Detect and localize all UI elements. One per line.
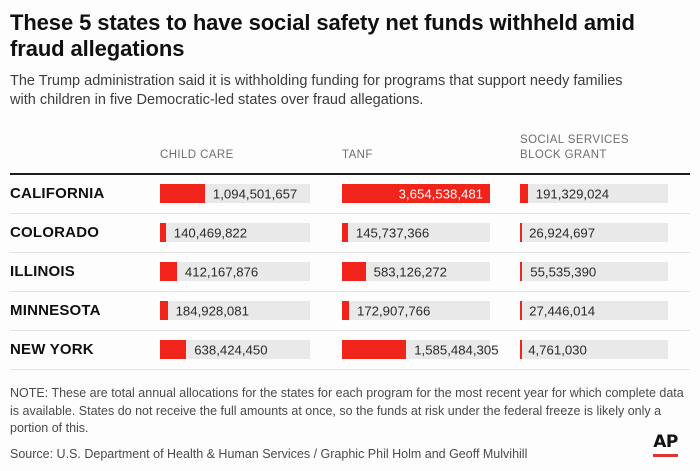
bar-value: 638,424,450 bbox=[194, 342, 268, 358]
state-label: CALIFORNIA bbox=[10, 185, 105, 203]
table-row bbox=[10, 331, 690, 370]
bar-track bbox=[160, 340, 310, 359]
state-label: COLORADO bbox=[10, 224, 100, 242]
bar-track bbox=[342, 184, 490, 203]
chart-rows bbox=[10, 173, 690, 370]
bar-fill bbox=[520, 340, 522, 359]
bar-value: 3,654,538,481 bbox=[398, 186, 483, 202]
ap-logo bbox=[653, 431, 678, 458]
bar-track bbox=[342, 340, 499, 359]
bar-fill bbox=[342, 340, 406, 359]
state-label: MINNESOTA bbox=[10, 302, 101, 320]
subtitle: The Trump administration said it is withholding funding for programs that support needy families with children in five Democratic-led states over fraud allegations. bbox=[10, 72, 623, 109]
column-header-tanf: TANF bbox=[342, 149, 373, 162]
table-row bbox=[10, 175, 690, 214]
bar-value: 4,761,030 bbox=[528, 342, 587, 358]
state-label: ILLINOIS bbox=[10, 263, 75, 281]
bar-fill bbox=[520, 223, 522, 242]
bar-track bbox=[342, 262, 490, 281]
bar-fill bbox=[520, 301, 522, 320]
bar-fill bbox=[342, 262, 366, 281]
bar-value: 412,167,876 bbox=[184, 264, 259, 280]
state-label: NEW YORK bbox=[10, 341, 94, 359]
bar-value: 1,094,501,657 bbox=[212, 186, 298, 202]
table-row bbox=[10, 253, 690, 292]
ap-logo-underline bbox=[653, 454, 678, 458]
bar-value: 191,329,024 bbox=[535, 186, 610, 202]
bar-track bbox=[160, 262, 310, 281]
bar-track bbox=[342, 223, 490, 242]
bar-value: 172,907,766 bbox=[357, 303, 431, 319]
bar-track bbox=[520, 262, 668, 281]
bar-value: 184,928,081 bbox=[175, 303, 249, 319]
bar-fill bbox=[160, 223, 166, 242]
bar-track bbox=[342, 301, 490, 320]
bar-value: 140,469,822 bbox=[173, 225, 248, 241]
bar-track bbox=[520, 223, 668, 242]
bar-fill bbox=[160, 340, 186, 359]
bar-chart bbox=[10, 124, 690, 370]
bar-value: 583,126,272 bbox=[373, 264, 447, 280]
table-row bbox=[10, 214, 690, 253]
bar-track bbox=[520, 301, 668, 320]
bar-fill bbox=[342, 301, 349, 320]
column-header-ssbg: SOCIAL SERVICES BLOCK GRANT bbox=[520, 133, 629, 162]
bar-fill bbox=[160, 301, 168, 320]
column-header-child-care: CHILD CARE bbox=[160, 149, 234, 162]
table-row bbox=[10, 292, 690, 331]
bar-value: 55,535,390 bbox=[530, 264, 597, 280]
bar-track bbox=[160, 301, 310, 320]
bar-fill bbox=[160, 262, 177, 281]
bar-track bbox=[160, 184, 310, 203]
bar-track bbox=[160, 223, 310, 242]
bar-fill bbox=[342, 223, 348, 242]
bar-value: 26,924,697 bbox=[529, 225, 596, 241]
bar-value: 145,737,366 bbox=[355, 225, 430, 241]
bar-track bbox=[520, 340, 668, 359]
bar-value: 1,585,484,305 bbox=[414, 342, 499, 358]
bar-track bbox=[520, 184, 668, 203]
bar-value: 27,446,014 bbox=[529, 303, 596, 319]
note-text: NOTE: These are total annual allocations for the states for each program for the most recent year for which complete data is available. States do not receive the full amounts at once, so the funds at risk under the federal freeze is likely only a portion of this. bbox=[10, 385, 684, 436]
bar-fill bbox=[520, 262, 522, 281]
page-title: These 5 states to have social safety net funds withheld amid fraud allegations bbox=[10, 10, 635, 62]
column-header-row bbox=[10, 124, 690, 173]
bar-fill bbox=[160, 184, 205, 203]
source-credit: Source: U.S. Department of Health & Human Services / Graphic Phil Holm and Geoff Mulvihill bbox=[10, 447, 528, 462]
ap-logo-text: AP bbox=[653, 431, 678, 452]
bar-fill bbox=[520, 184, 528, 203]
